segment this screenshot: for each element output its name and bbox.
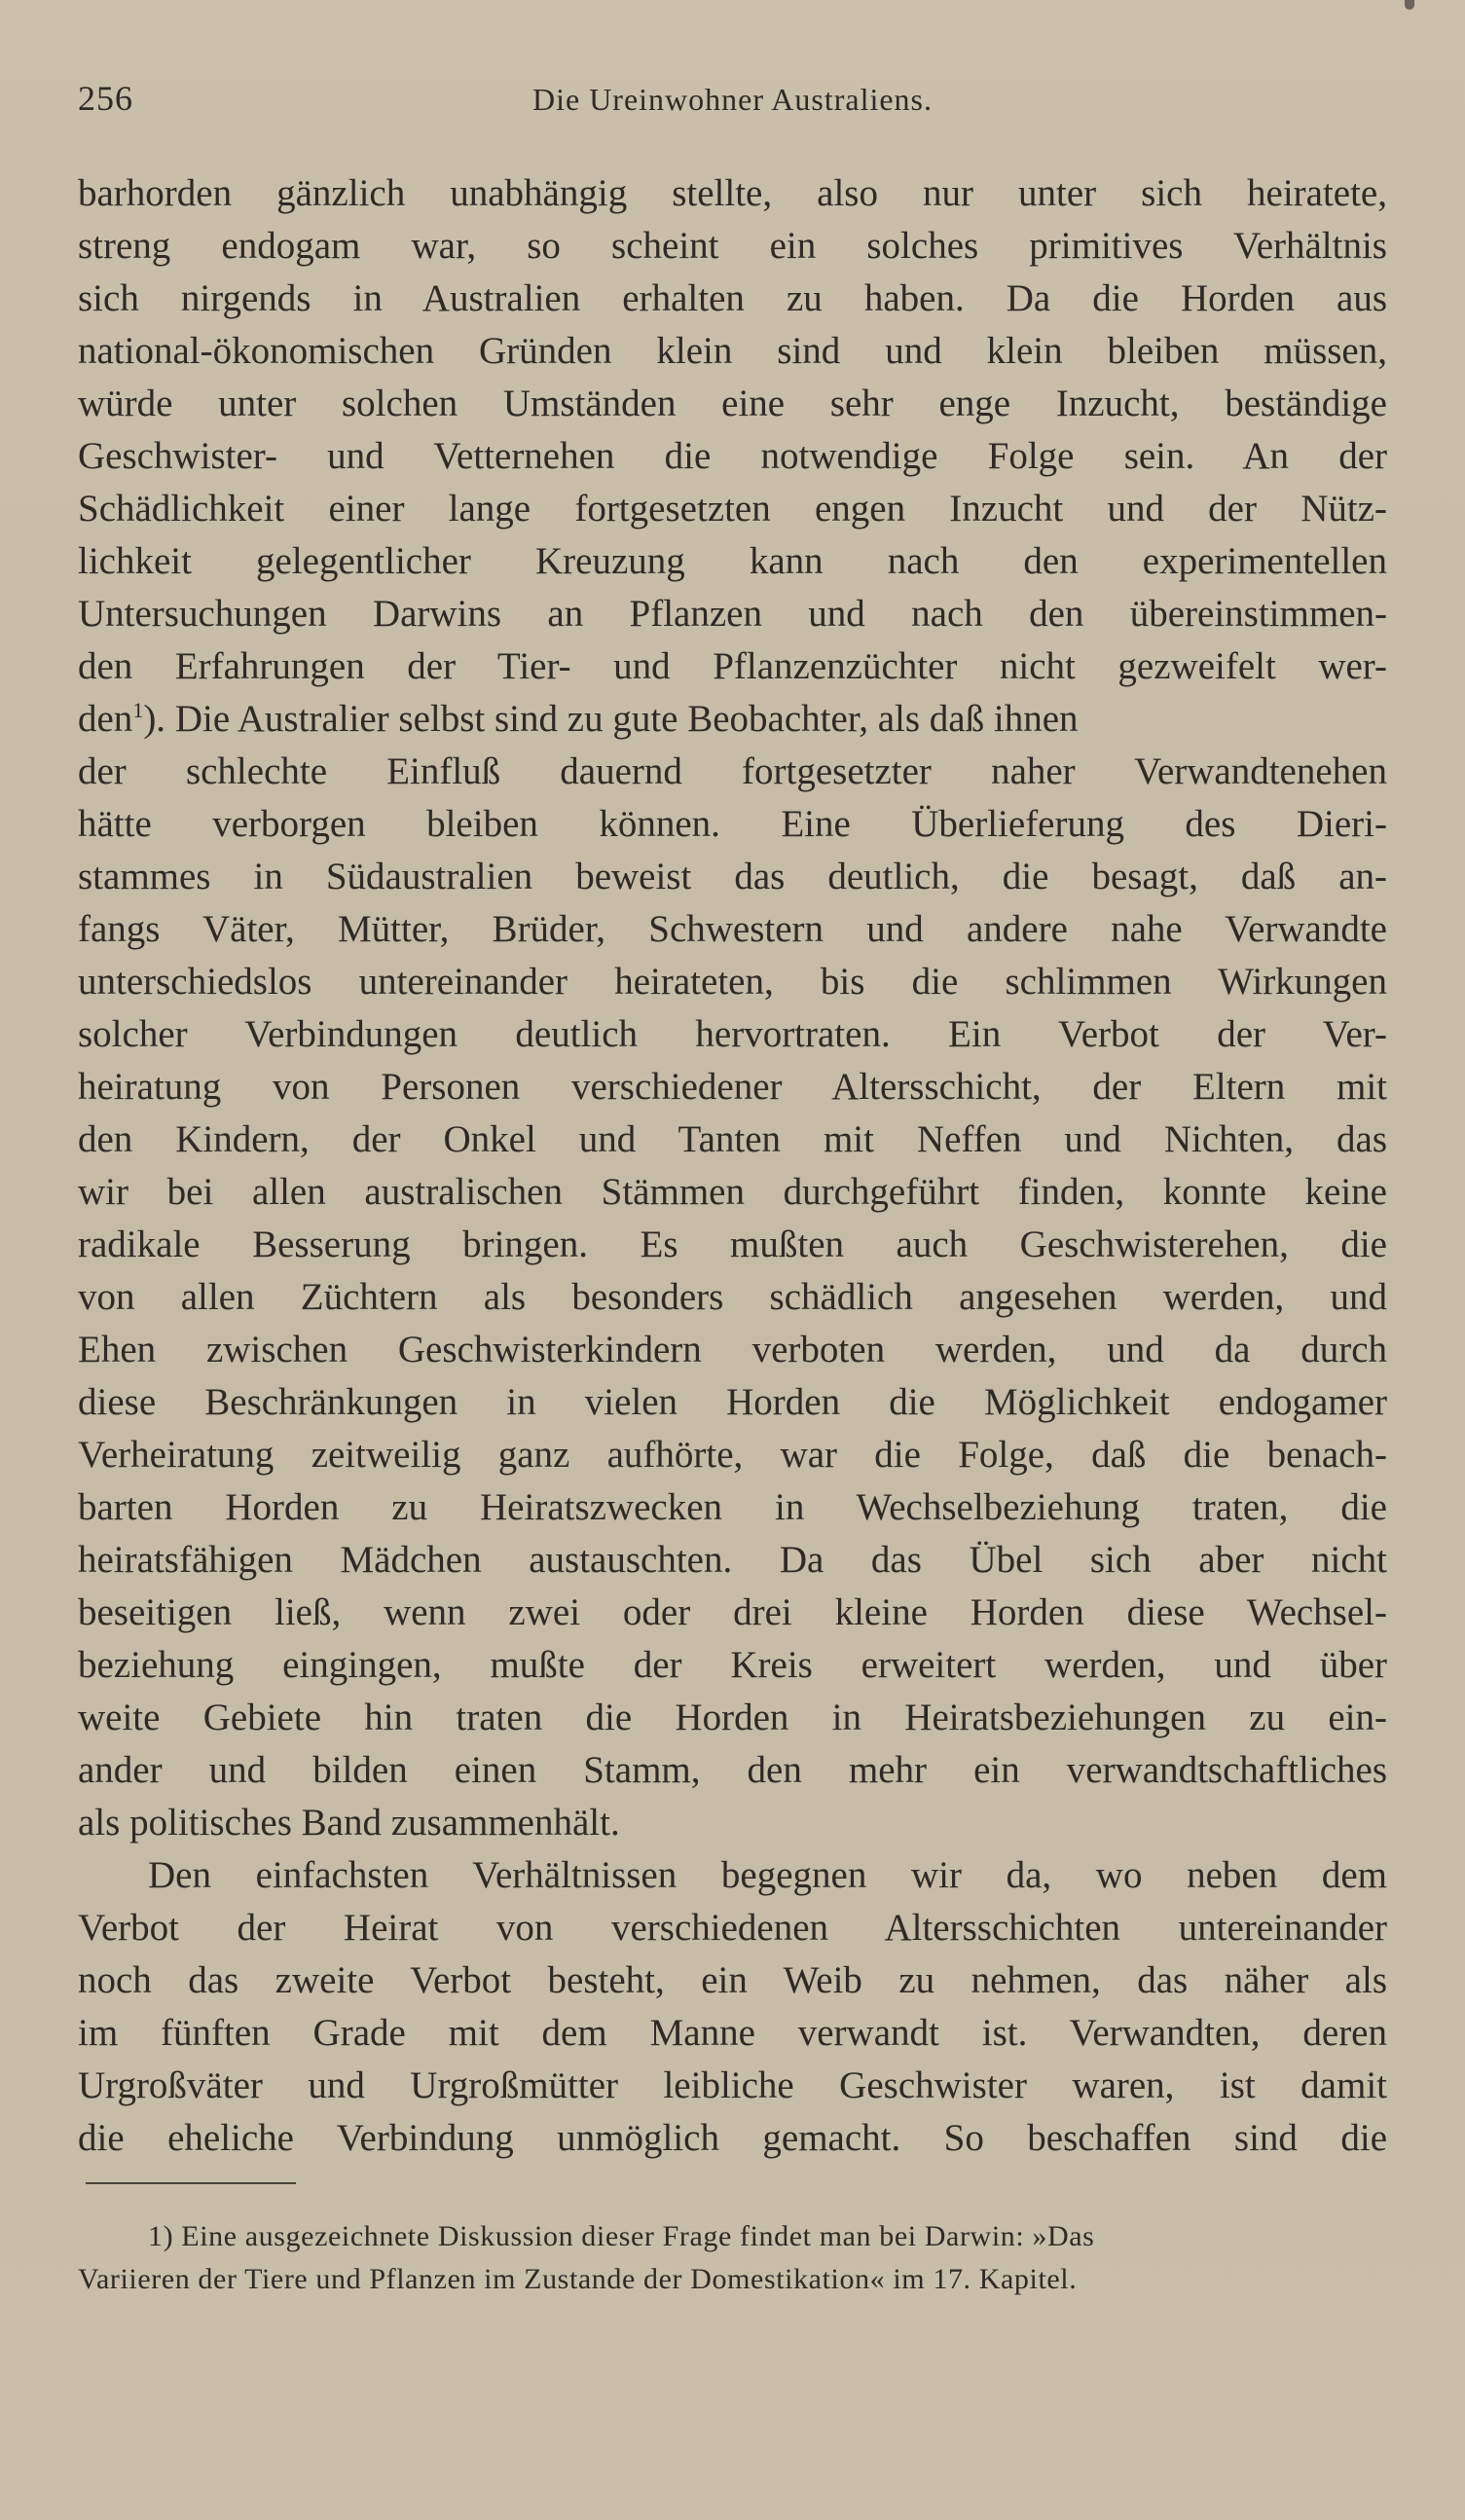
text-line: Den einfachsten Verhältnissen begegnen wir da, wo neben dem xyxy=(148,1854,1387,1896)
body-text xyxy=(78,167,1387,2165)
text-line: ander und bilden einen Stamm, den mehr ein verwandtschaftliches xyxy=(78,1749,1387,1791)
text-segment: ). xyxy=(143,698,166,740)
text-line: heiratung von Personen verschiedener Altersschicht, der Eltern mit xyxy=(78,1066,1387,1108)
text-line: als politisches Band zusammenhält. xyxy=(78,1802,620,1844)
text-line: diese Beschränkungen in vielen Horden die Möglichkeit endogamer xyxy=(78,1381,1387,1423)
text-line: wir bei allen australischen Stämmen durchgeführt finden, konnte keine xyxy=(78,1171,1387,1213)
page-header xyxy=(78,78,1387,127)
text-line: hätte verborgen bleiben können. Eine Überlieferung des Dieri- xyxy=(78,803,1387,845)
text-line: Schädlichkeit einer lange fortgesetzten engen Inzucht und der Nütz- xyxy=(78,488,1387,530)
text-line: noch das zweite Verbot besteht, ein Weib zu nehmen, das näher als xyxy=(78,1959,1387,2001)
text-line: streng endogam war, so scheint ein solches primitives Verhältnis xyxy=(78,225,1387,267)
footnotes xyxy=(78,2215,1387,2301)
page-number: 256 xyxy=(78,79,133,118)
text-line: solcher Verbindungen deutlich hervortraten. Ein Verbot der Ver- xyxy=(78,1013,1387,1055)
text-line: Geschwister- und Vetternehen die notwendige Folge sein. An der xyxy=(78,435,1387,477)
running-title: Die Ureinwohner Australiens. xyxy=(531,82,933,117)
text-line: im fünften Grade mit dem Manne verwandt ist. Verwandten, deren xyxy=(78,2012,1387,2054)
text-line: sich nirgends in Australien erhalten zu haben. Da die Horden aus xyxy=(78,277,1387,319)
text-line: beziehung eingingen, mußte der Kreis erweitert werden, und über xyxy=(78,1644,1387,1686)
text-segment: den xyxy=(78,698,133,740)
footnote-line: 1) Eine ausgezeichnete Diskussion dieser Frage findet man bei Darwin: »Das xyxy=(148,2220,1095,2252)
text-line: heiratsfähigen Mädchen austauschten. Da das Übel sich aber nicht xyxy=(78,1539,1387,1581)
text-line: barten Horden zu Heiratszwecken in Wechselbeziehung traten, die xyxy=(78,1486,1387,1528)
text-line: der schlechte Einfluß dauernd fortgesetzter naher Verwandtenehen xyxy=(78,750,1387,792)
text-line: fangs Väter, Mütter, Brüder, Schwestern und andere nahe Verwandte xyxy=(78,908,1387,950)
text-line: stammes in Südaustralien beweist das deutlich, die besagt, daß an- xyxy=(78,856,1387,897)
text-line-with-footnote-ref xyxy=(78,693,1387,746)
text-line: den Kindern, der Onkel und Tanten mit Neffen und Nichten, das xyxy=(78,1118,1387,1160)
text-line: Ehen zwischen Geschwisterkindern verboten werden, und da durch xyxy=(78,1329,1387,1370)
text-line: würde unter solchen Umständen eine sehr enge Inzucht, beständige xyxy=(78,383,1387,424)
text-line: von allen Züchtern als besonders schädlich angesehen werden, und xyxy=(78,1276,1387,1318)
text-line: weite Gebiete hin traten die Horden in Heiratsbeziehungen zu ein- xyxy=(78,1697,1387,1738)
text-segment: Die Australier selbst sind zu gute Beobachter, als daß ihnen xyxy=(165,698,1079,740)
footnote-reference[interactable]: 1 xyxy=(132,698,144,722)
text-line: barhorden gänzlich unabhängig stellte, also nur unter sich heiratete, xyxy=(78,172,1387,214)
text-line: national-ökonomischen Gründen klein sind und klein bleiben müssen, xyxy=(78,330,1387,372)
text-line: unterschiedslos untereinander heirateten, bis die schlimmen Wirkungen xyxy=(78,961,1387,1003)
text-line: beseitigen ließ, wenn zwei oder drei kleine Horden diese Wechsel- xyxy=(78,1591,1387,1633)
corner-mark xyxy=(1405,0,1414,10)
text-line: Verbot der Heirat von verschiedenen Altersschichten untereinander xyxy=(78,1907,1387,1949)
text-line: Verheiratung zeitweilig ganz aufhörte, war die Folge, daß die benach- xyxy=(78,1434,1387,1476)
text-line: den Erfahrungen der Tier- und Pflanzenzüchter nicht gezweifelt wer- xyxy=(78,645,1387,687)
text-line: radikale Besserung bringen. Es mußten auch Geschwisterehen, die xyxy=(78,1223,1387,1265)
text-line: Urgroßväter und Urgroßmütter leibliche Geschwister waren, ist damit xyxy=(78,2064,1387,2106)
text-line: lichkeit gelegentlicher Kreuzung kann nach den experimentellen xyxy=(78,540,1387,582)
text-line: die eheliche Verbindung unmöglich gemacht. So beschaffen sind die xyxy=(78,2117,1387,2159)
footnote-line: Variieren der Tiere und Pflanzen im Zustande der Domestikation« im 17. Kapitel. xyxy=(78,2263,1078,2295)
text-line: Untersuchungen Darwins an Pflanzen und nach den übereinstimmen- xyxy=(78,593,1387,635)
footnote-divider xyxy=(86,2182,296,2184)
